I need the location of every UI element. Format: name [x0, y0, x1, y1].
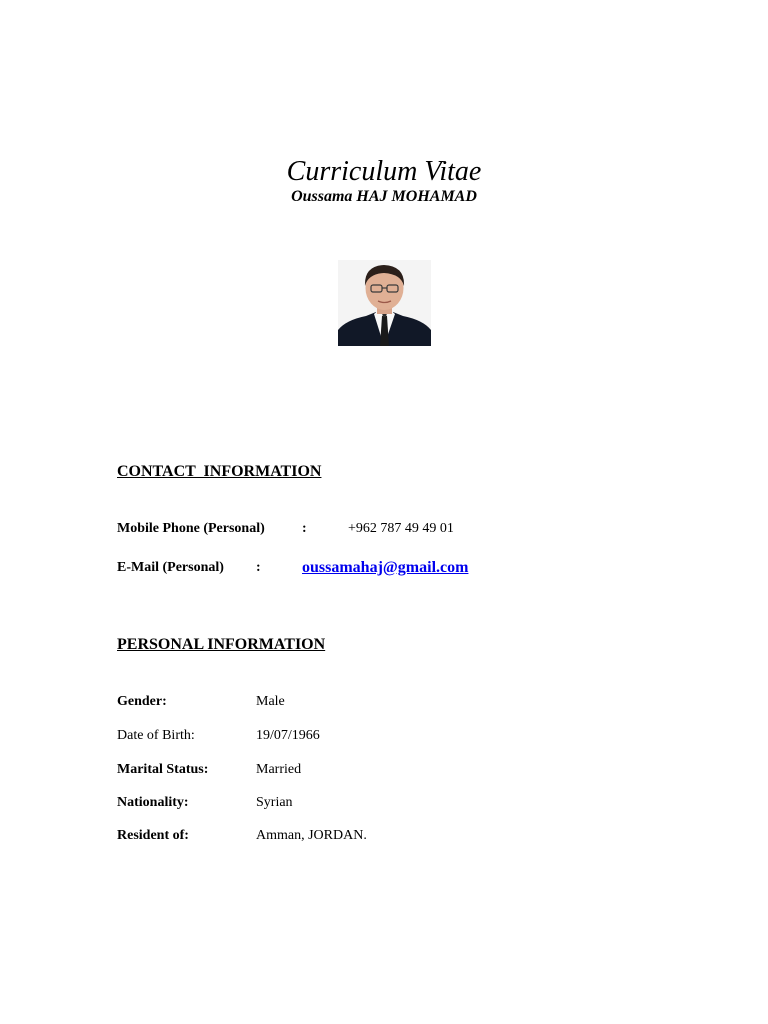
email-colon: : — [256, 560, 261, 575]
personal-information-heading: PERSONAL INFORMATION — [117, 636, 326, 653]
marital-status-value: Married — [256, 762, 302, 777]
mobile-phone-colon: : — [302, 521, 307, 536]
email-label: E-Mail (Personal) — [117, 560, 224, 575]
contact-information-heading: CONTACT INFORMATION — [117, 463, 322, 480]
date-of-birth-value: 19/07/1966 — [256, 728, 320, 743]
mobile-phone-label: Mobile Phone (Personal) — [117, 521, 265, 536]
document-title: Curriculum Vitae — [286, 156, 482, 187]
portrait-icon — [338, 260, 431, 346]
resident-of-value: Amman, JORDAN. — [256, 828, 367, 843]
gender-value: Male — [256, 694, 285, 709]
resident-of-label: Resident of: — [117, 828, 189, 843]
email-link[interactable]: oussamahaj@gmail.com — [302, 559, 469, 576]
nationality-value: Syrian — [256, 795, 293, 810]
gender-label: Gender: — [117, 694, 167, 709]
nationality-label: Nationality: — [117, 795, 189, 810]
marital-status-label: Marital Status: — [117, 762, 209, 777]
date-of-birth-label: Date of Birth: — [117, 728, 195, 743]
person-name: Oussama HAJ MOHAMAD — [291, 188, 477, 205]
portrait-photo — [338, 260, 431, 346]
mobile-phone-value: +962 787 49 49 01 — [348, 521, 454, 536]
